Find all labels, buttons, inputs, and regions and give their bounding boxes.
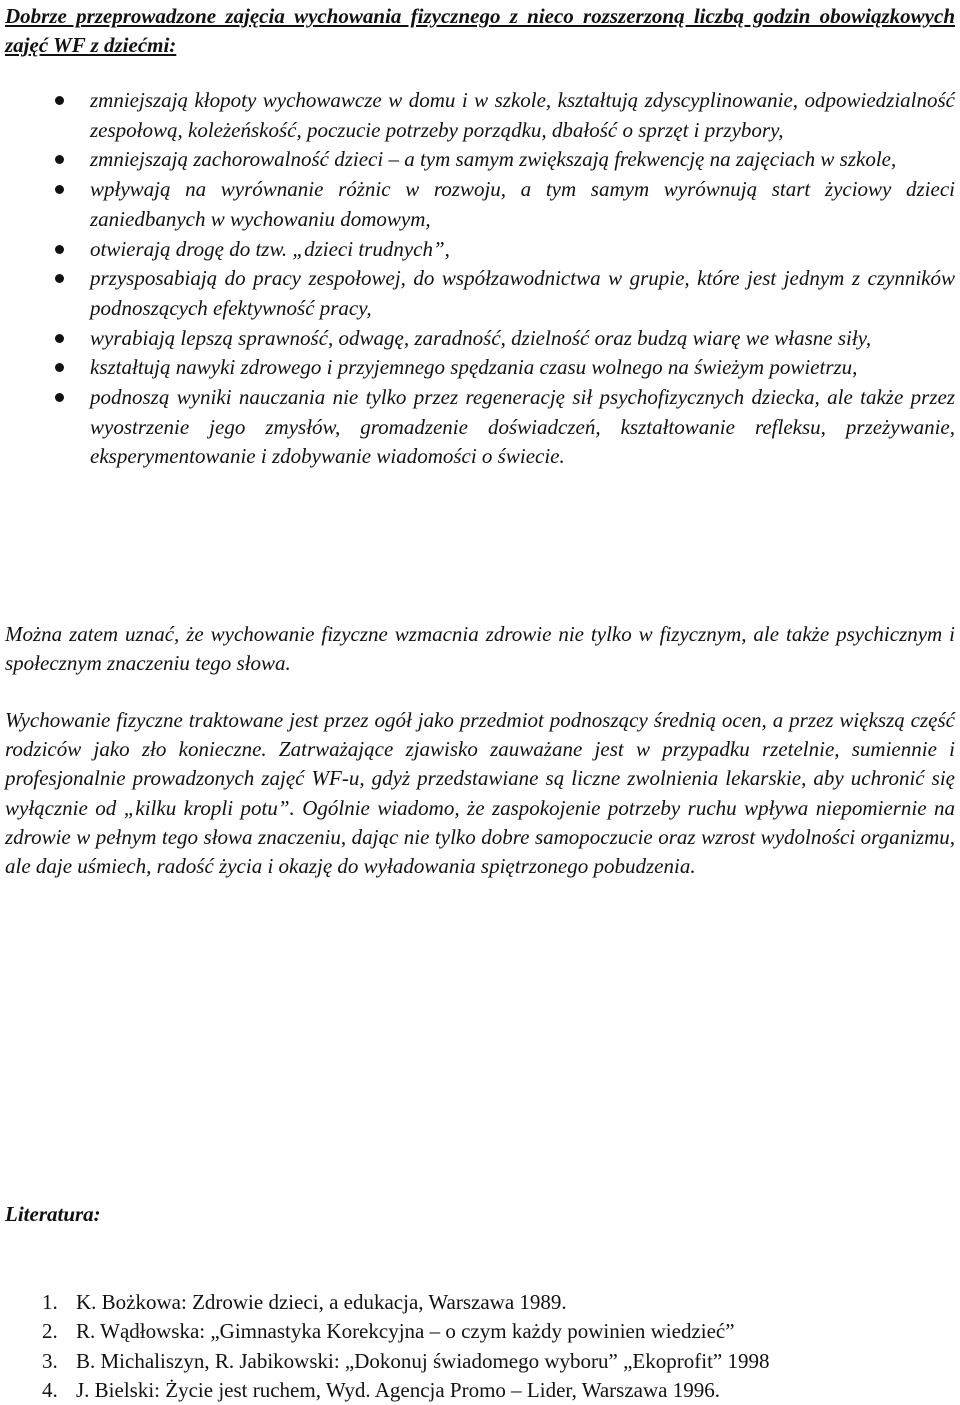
- reference-number: 3.: [42, 1348, 58, 1373]
- reference-item: [0, 1288, 960, 1317]
- benefits-list: [0, 86, 960, 472]
- summary-paragraph: Można zatem uznać, że wychowanie fizyczne wzmacnia zdrowie nie tylko w fizycznym, ale także psychicznym i społecznym znaczeniu tego słowa.: [5, 622, 955, 676]
- list-item: podnoszą wyniki nauczania nie tylko przez regenerację sił psychofizycznych dziecka, ale także przez wyostrzenie jego zmysłów, gromadzenie doświadczeń, kształtowanie refleksu, przeżywanie, eksperymentowanie i zdobywanie wiadomości o świecie.: [0, 383, 960, 472]
- reference-text: R. Wądłowska: „Gimnastyka Korekcyjna – o czym każdy powinien wiedzieć”: [76, 1319, 735, 1344]
- list-item: wpływają na wyrównanie różnic w rozwoju, a tym samym wyrównują start życiowy dzieci zaniedbanych w wychowaniu domowym,: [0, 175, 960, 234]
- reference-text: B. Michaliszyn, R. Jabikowski: „Dokonuj świadomego wyboru” „Ekoprofit” 1998: [76, 1348, 770, 1373]
- reference-number: 4.: [42, 1377, 58, 1402]
- reference-number: 2.: [42, 1319, 58, 1344]
- bullet-icon: [55, 96, 64, 105]
- list-item: otwierają drogę do tzw. „dzieci trudnych”,: [0, 235, 960, 265]
- reference-text: K. Bożkowa: Zdrowie dzieci, a edukacja, Warszawa 1989.: [76, 1290, 567, 1314]
- body-paragraph: Wychowanie fizyczne traktowane jest przez ogół jako przedmiot podnoszący średnią ocen, a przez większą część rodziców jako zło konieczne. Zatrważające zjawisko zauważane jest w przypadku rzetelnie, sumiennie i profesjonalnie prowadzonych zajęć WF-u, gdyż przedstawiane są liczne zwolnienia lekarskie, aby uchronić się wyłącznie od „kilku kropli potu”. Ogólnie wiadomo, że zaspokojenie potrzeby ruchu wpływa niepomiernie na zdrowie w pełnym tego słowa znaczeniu, dając nie tylko dobre samopoczucie oraz wzrost wydolności organizmu, ale daje uśmiech, radość życia i okazję do wyładowania spiętrzonego pobudzenia.: [5, 708, 955, 879]
- bullet-icon: [55, 185, 64, 194]
- literature-heading: Literatura:: [5, 1202, 101, 1226]
- bullet-icon: [55, 155, 64, 164]
- list-item: zmniejszają kłopoty wychowawcze w domu i w szkole, kształtują zdyscyplinowanie, odpowiedzialność zespołową, koleżeńskość, poczucie potrzeby porządku, dbałość o sprzęt i przybory,: [0, 86, 960, 145]
- list-item: przysposabiają do pracy zespołowej, do współzawodnictwa w grupie, które jest jednym z czynników podnoszących efektywność pracy,: [0, 264, 960, 323]
- bullet-icon: [55, 245, 64, 254]
- reference-number: 1.: [42, 1290, 58, 1314]
- reference-item: [0, 1317, 960, 1346]
- reference-item: [0, 1347, 960, 1376]
- section-heading: Dobrze przeprowadzone zajęcia wychowania fizycznego z nieco rozszerzoną liczbą godzin obowiązkowych zajęć WF z dziećmi:: [5, 4, 955, 57]
- bullet-icon: [55, 274, 64, 283]
- bullet-icon: [55, 393, 64, 402]
- reference-item: [0, 1376, 960, 1405]
- references-list: [0, 1288, 960, 1405]
- reference-text: J. Bielski: Życie jest ruchem, Wyd. Agencja Promo – Lider, Warszawa 1996.: [76, 1377, 720, 1402]
- list-item: kształtują nawyki zdrowego i przyjemnego spędzania czasu wolnego na świeżym powietrzu,: [0, 353, 960, 383]
- bullet-icon: [55, 334, 64, 343]
- bullet-icon: [55, 363, 64, 372]
- list-item: zmniejszają zachorowalność dzieci – a tym samym zwiększają frekwencję na zajęciach w szkole,: [0, 145, 960, 175]
- list-item: wyrabiają lepszą sprawność, odwagę, zaradność, dzielność oraz budzą wiarę we własne siły,: [0, 324, 960, 354]
